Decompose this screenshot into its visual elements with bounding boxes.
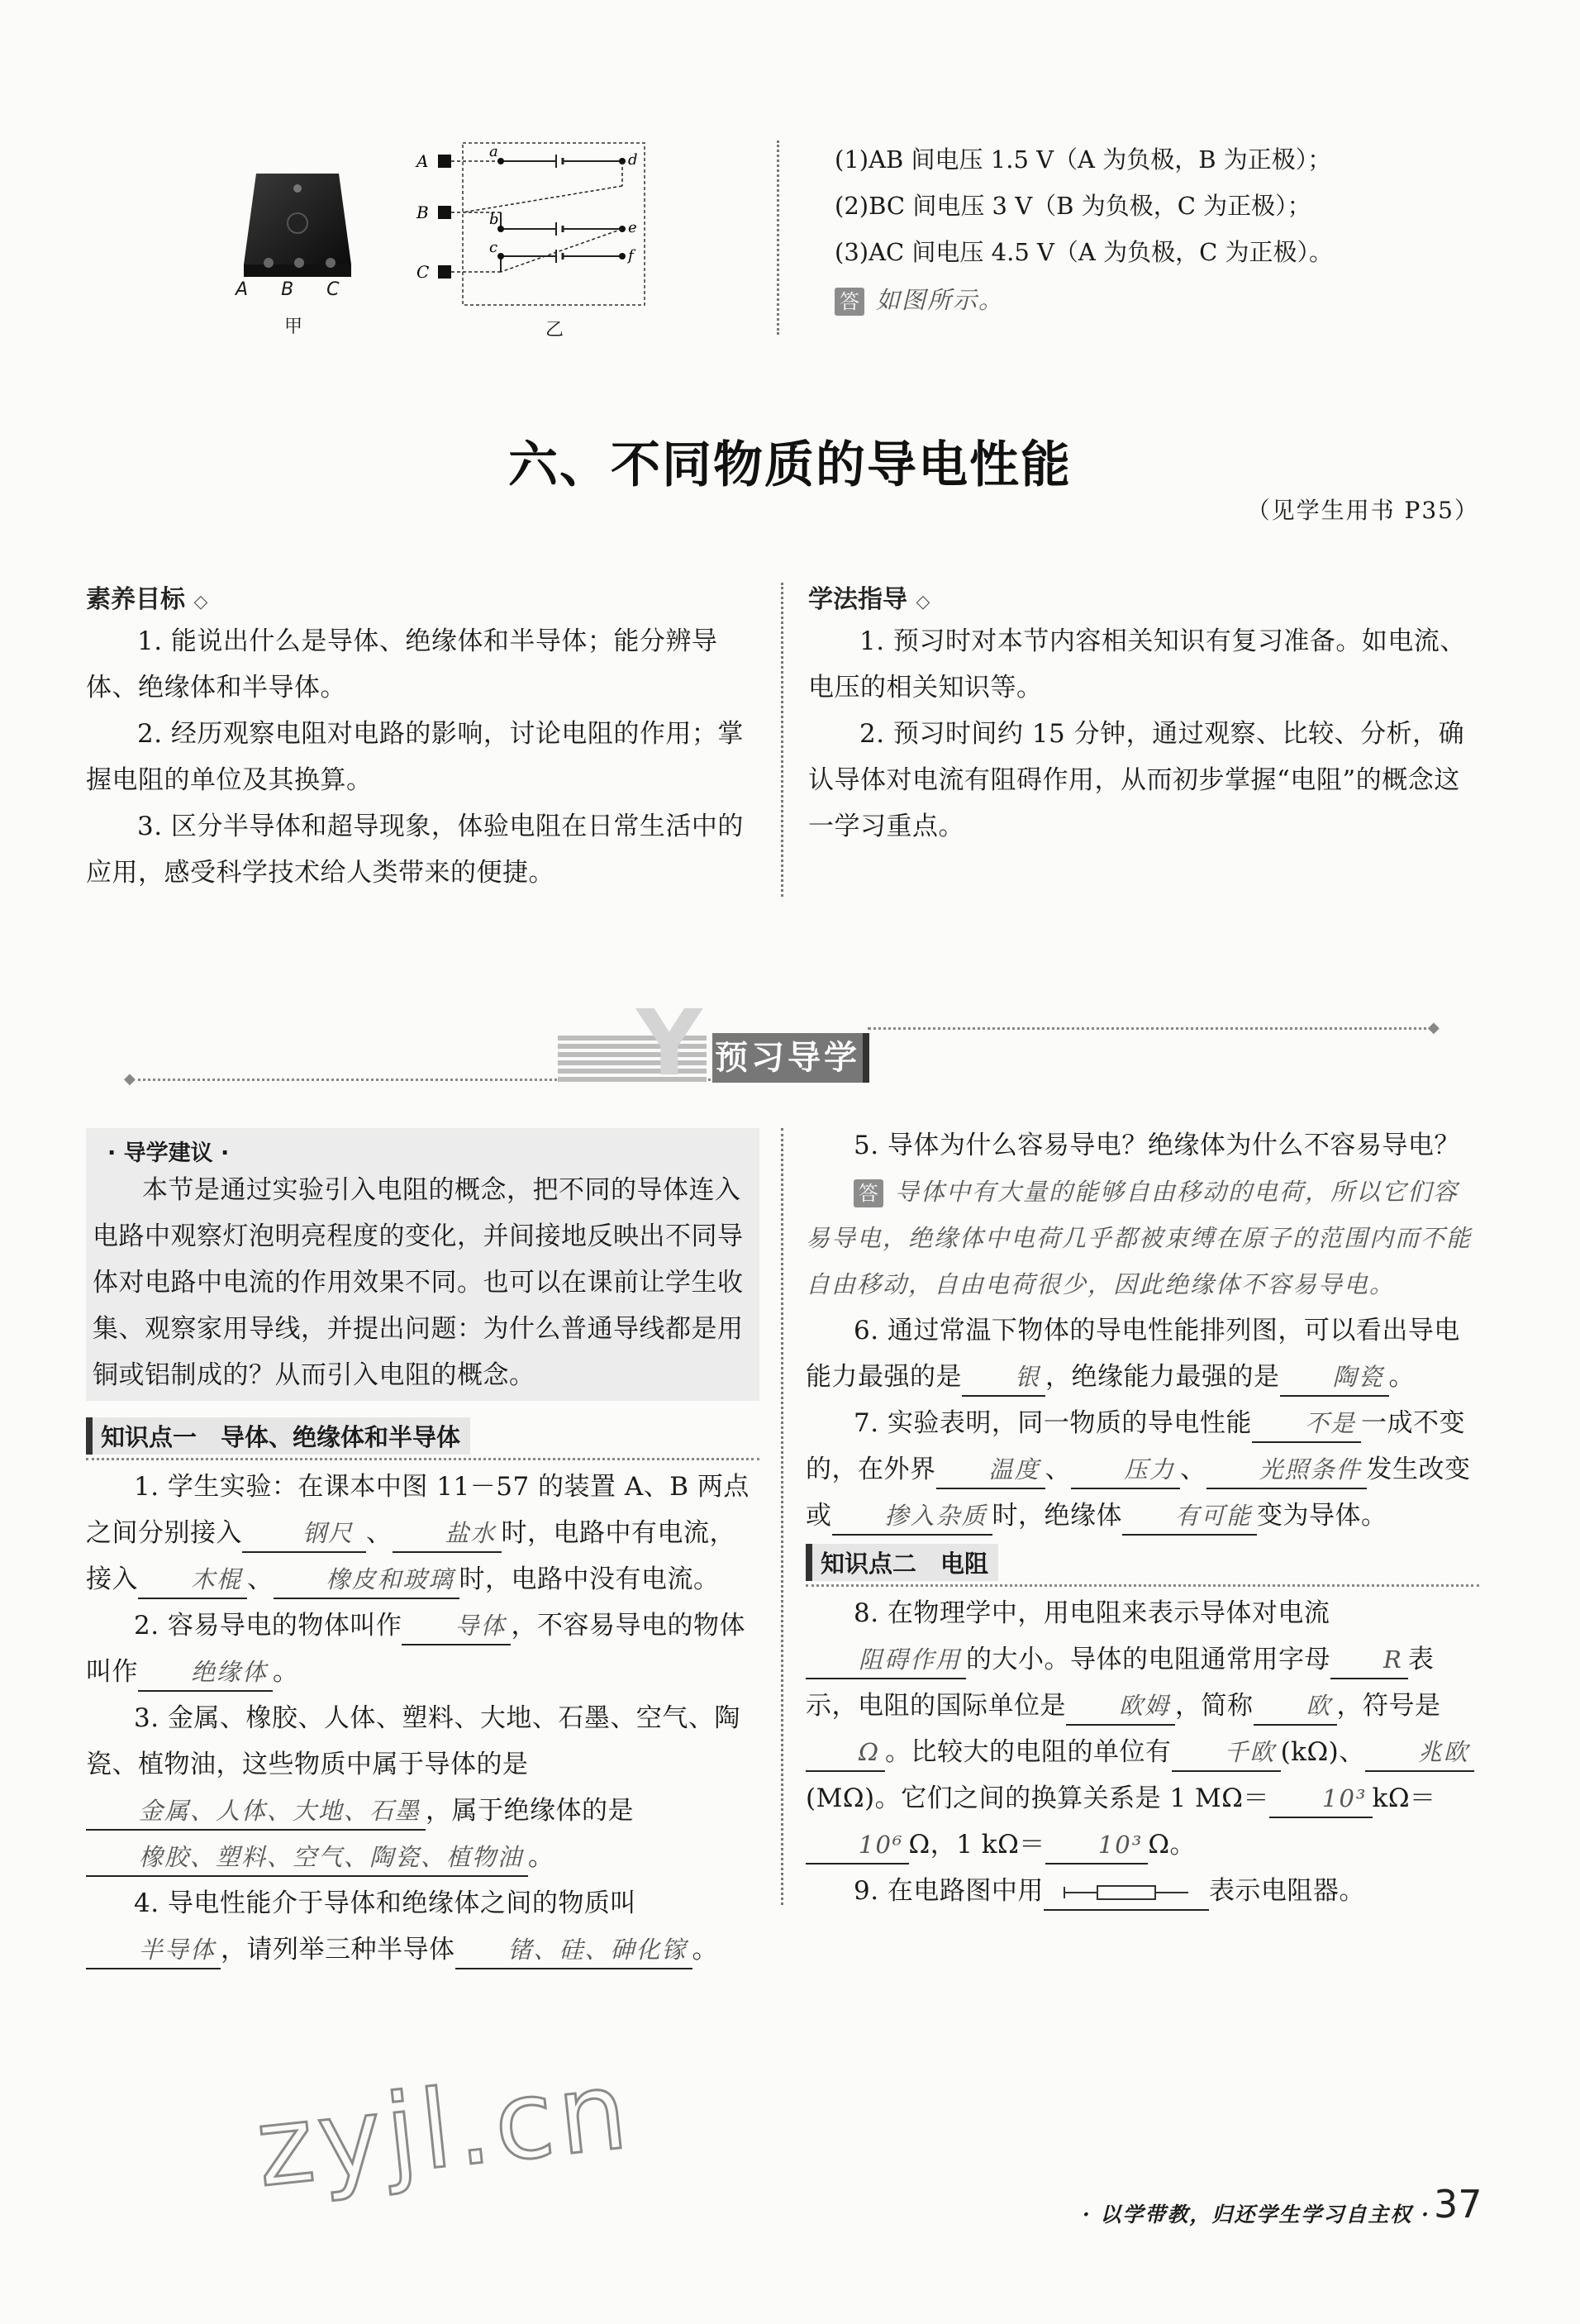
q6-text-3: 。 (1388, 1362, 1416, 1392)
banner-letter: Y (636, 990, 702, 1096)
q8-text-5: ，符号是 (1336, 1691, 1441, 1721)
q8-text-2: 的大小。导体的电阻通常用字母 (966, 1645, 1331, 1674)
guide-item: 1. 预习时对本节内容相关知识有复习准备。如电流、电压的相关知识等。 (808, 626, 1466, 702)
q7-text-2: 一成不变的，在外界 (806, 1408, 1465, 1484)
top-divider (777, 140, 779, 335)
page-title: 六、不同物质的导电性能 (508, 436, 1072, 494)
q8-answer-8[interactable]: 10³ (1269, 1780, 1373, 1818)
study-guide-title: 学法指导 (808, 585, 907, 614)
circuit-terminal-c: C (416, 262, 430, 282)
q6-text-2: ，绝缘能力最强的是 (1045, 1362, 1280, 1392)
q3-text-2: ，属于绝缘体的是 (426, 1796, 635, 1826)
q1-text-2: 时，电路中有电流，接入 (86, 1518, 736, 1594)
resistor-icon (1060, 1880, 1192, 1905)
q4-text: 4. 导电性能介于导体和绝缘体之间的物质叫 (134, 1888, 636, 1918)
q8-text: 8. 在物理学中，用电阻来表示导体对电流 (854, 1598, 1330, 1628)
q8-answer-1[interactable]: 阻碍作用 (806, 1641, 966, 1679)
goal-item: 1. 能说出什么是导体、绝缘体和半导体；能分辨导体、绝缘体和半导体。 (86, 626, 718, 702)
diamond-icon: ◆ (1428, 1019, 1440, 1036)
q8-text-11: Ω。 (1148, 1830, 1197, 1860)
kp2-heading: 知识点二 电阻 (806, 1544, 998, 1581)
q3-answer-1[interactable]: 金属、人体、大地、石墨 (86, 1793, 426, 1831)
guide-advice-box (86, 1128, 759, 1401)
answer-text: 如图所示。 (876, 286, 1005, 314)
q4-answer-1[interactable]: 半导体 (86, 1931, 221, 1969)
answer-line-2: (2)BC 间电压 3 V（B 为负极，C 为正极）； (835, 192, 1311, 220)
q8-text-9: kΩ＝ (1372, 1783, 1436, 1813)
q7-answer-3[interactable]: 压力 (1071, 1451, 1180, 1489)
title-reference: （见学生用书 P35） (1246, 497, 1479, 524)
kp1-question-3 (86, 1695, 759, 1880)
q7-text: 7. 实验表明，同一物质的导电性能 (854, 1408, 1252, 1438)
right-column (806, 1122, 1479, 1914)
question-7: 7. 实验表明，同一物质的导电性能 不是 一成不变的，在外界 温度 、 压力 、 光照条件 发生改变或 掺入杂质 时，绝缘体 有可能 变为导体。 (806, 1400, 1479, 1539)
figure-jia-caption: 甲 (284, 317, 303, 337)
terminal-label-c: C (326, 279, 373, 300)
q3-answer-2[interactable]: 橡胶、塑料、空气、陶瓷、植物油 (86, 1839, 528, 1877)
footer-slogan: · 以学带教，归还学生学习自主权 · (1083, 2203, 1430, 2226)
guide-item: 2. 预习时间约 15 分钟，通过观察、比较、分析，确认导体对电流有阻碍作用，从而初步掌握“电阻”的概念这一学习重点。 (808, 719, 1465, 841)
question-6 (806, 1307, 1479, 1400)
answer-icon: 答 (835, 288, 864, 316)
q8-answer-6[interactable]: 千欧 (1172, 1734, 1281, 1772)
terminal-label-a: A (236, 279, 282, 300)
guide-advice-text: 本节是通过实验引入电阻的概念，把不同的导体连入电路中观察灯泡明亮程度的变化，并间接地反映出不同导体对电路中电流的作用效果不同。也可以在课前让学生收集、观察家用导线，并提出问题：为什么普通导线都是用铜或铝制成的？从而引入电阻的概念。 (93, 1175, 744, 1390)
circuit-node-d: d (628, 151, 638, 169)
watermark: zyjl.cn (250, 2046, 638, 2212)
answer-line-1: (1)AB 间电压 1.5 V（A 为负极，B 为正极）； (835, 145, 1332, 174)
knowledge-point-1 (86, 1417, 759, 1973)
goal-item: 3. 区分半导体和超导现象，体验电阻在日常生活中的应用，感受科学技术给人类带来的便捷。 (86, 812, 744, 888)
diamond-icon: ◇ (193, 592, 208, 612)
kp1-question-2 (86, 1603, 759, 1695)
kp1-question-4 (86, 1880, 759, 1973)
answer-line-3: (3)AC 间电压 4.5 V（A 为负极，C 为正极）。 (835, 238, 1333, 266)
circuit-terminal-b: B (416, 202, 429, 222)
q1-text-3: 时，电路中没有电流。 (459, 1564, 720, 1594)
q8-text-6: 。比较大的电阻的单位有 (885, 1737, 1172, 1767)
q2-text-2: ，不容易导电的物体叫作 (86, 1611, 745, 1687)
terminal-label-b: B (281, 279, 327, 300)
q3-text: 3. 金属、橡胶、人体、塑料、大地、石墨、空气、陶瓷、植物油，这些物质中属于导体的是 (86, 1703, 740, 1779)
q1-separator: 、 (247, 1564, 274, 1594)
q2-text: 2. 容易导电的物体叫作 (134, 1611, 402, 1641)
q8-answer-3[interactable]: 欧姆 (1066, 1688, 1175, 1726)
q8-answer-9[interactable]: 10⁶ (806, 1826, 909, 1864)
q2-answer-2[interactable]: 绝缘体 (138, 1654, 273, 1692)
q1-answer-4[interactable]: 橡皮和玻璃 (274, 1561, 459, 1599)
kp1-question-1 (86, 1464, 759, 1603)
q7-answer-2[interactable]: 温度 (936, 1451, 1045, 1489)
section-banner (124, 990, 1440, 1103)
top-answers (835, 136, 1512, 323)
q8-text-7: (kΩ)、 (1280, 1737, 1365, 1767)
q1-answer-2[interactable]: 盐水 (393, 1515, 502, 1553)
q2-answer-1[interactable]: 导体 (402, 1607, 511, 1645)
question-5: 5. 导体为什么容易导电？绝缘体为什么不容易导电？ (854, 1131, 1460, 1160)
q8-answer-7[interactable]: 兆欧 (1365, 1734, 1474, 1772)
circuit-node-b: b (489, 211, 499, 228)
q7-answer-5[interactable]: 掺入杂质 (832, 1498, 992, 1536)
q8-answer-5[interactable]: Ω (806, 1734, 885, 1772)
guide-advice-heading: · 导学建议 · (107, 1141, 230, 1166)
question-8 (806, 1590, 1479, 1868)
q7-text-4: 时，绝缘体 (992, 1501, 1123, 1531)
battery-box-image (231, 165, 364, 289)
q4-text-3: 。 (692, 1935, 719, 1964)
study-guide-heading (808, 579, 1486, 615)
q9-text-2: 表示电阻器。 (1208, 1876, 1365, 1906)
circuit-node-f: f (628, 247, 634, 264)
q8-answer-10[interactable]: 10³ (1045, 1826, 1149, 1864)
circuit-node-a: a (489, 143, 498, 160)
q1-separator: 、 (366, 1518, 393, 1548)
diamond-icon: ◇ (916, 592, 930, 612)
answer-icon: 答 (854, 1179, 883, 1207)
page-number: 37 (1434, 2182, 1482, 2226)
figure-yi (412, 136, 651, 310)
study-guide (808, 579, 1486, 850)
question-5-answer (806, 1169, 1479, 1307)
q8-text-4: ，简称 (1175, 1691, 1254, 1721)
circuit-node-c: c (489, 239, 498, 256)
q9-text: 9. 在电路图中用 (854, 1876, 1044, 1906)
literacy-goals-heading (86, 579, 764, 615)
circuit-diagram (412, 136, 651, 310)
circuit-terminal-a: A (416, 151, 429, 171)
q7-text-3: 发生改变或 (806, 1455, 1471, 1531)
q9-answer-resistor[interactable] (1044, 1873, 1209, 1911)
q7-answer-6[interactable]: 有可能 (1122, 1498, 1257, 1536)
q4-answer-2[interactable]: 锗、硅、砷化镓 (455, 1931, 692, 1969)
question-9 (806, 1868, 1479, 1914)
q8-answer-2[interactable]: R (1330, 1641, 1408, 1679)
q1-answer-1[interactable]: 钢尺 (242, 1515, 366, 1553)
goal-item: 2. 经历观察电阻对电路的影响，讨论电阻的作用；掌握电阻的单位及其换算。 (86, 719, 744, 795)
q8-text-8: (MΩ)。它们之间的换算关系是 1 MΩ＝ (806, 1783, 1270, 1813)
q1-text: 1. 学生实验：在课本中图 11－57 的装置 A、B 两点之间分别接入 (86, 1472, 750, 1548)
goals-divider (781, 583, 783, 897)
q5-answer-text: 导体中有大量的能够自由移动的电荷，所以它们容易导电，绝缘体中电荷几乎都被束缚在原子的范围内而不能自由移动，自由电荷很少，因此绝缘体不容易导电。 (806, 1178, 1473, 1298)
q4-text-2: ，请列举三种半导体 (221, 1935, 455, 1964)
literacy-goals-title: 素养目标 (86, 585, 185, 614)
q1-answer-3[interactable]: 木棍 (138, 1561, 247, 1599)
figure-jia (231, 165, 373, 331)
q7-answer-1[interactable]: 不是 (1252, 1405, 1361, 1443)
q6-answer-2[interactable]: 陶瓷 (1280, 1359, 1389, 1397)
literacy-goals (86, 579, 764, 896)
q6-answer-1[interactable]: 银 (962, 1359, 1045, 1397)
kp1-heading: 知识点一 导体、绝缘体和半导体 (86, 1417, 470, 1455)
column-divider (781, 1128, 783, 1905)
q2-text-3: 。 (273, 1657, 299, 1687)
q8-answer-4[interactable]: 欧 (1254, 1688, 1337, 1726)
banner-title: 预习导学 (712, 1033, 869, 1083)
q8-text-3: 表示，电阻的国际单位是 (806, 1645, 1435, 1721)
q7-text-5: 变为导体。 (1257, 1501, 1387, 1531)
figure-yi-caption: 乙 (545, 320, 564, 341)
q6-text: 6. 通过常温下物体的导电性能排列图，可以看出导电能力最强的是 (806, 1316, 1460, 1392)
q7-answer-4[interactable]: 光照条件 (1206, 1451, 1367, 1489)
q3-text-3: 。 (528, 1842, 554, 1872)
q8-text-10: Ω，1 kΩ＝ (908, 1830, 1045, 1860)
diamond-icon: ◆ (124, 1070, 136, 1088)
circuit-node-e: e (628, 219, 637, 236)
banner-line-right (868, 1027, 1438, 1030)
